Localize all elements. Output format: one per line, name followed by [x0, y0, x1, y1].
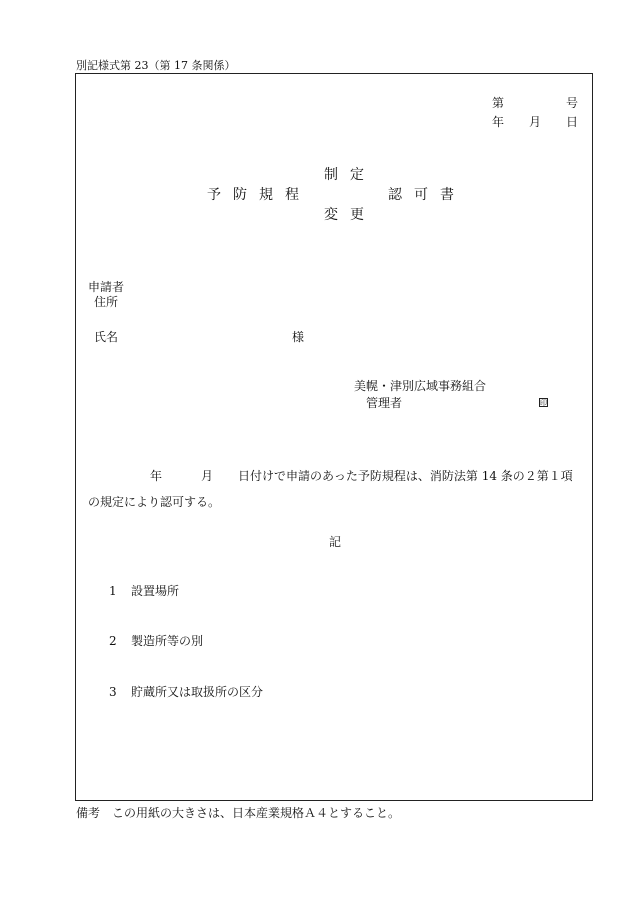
number-prefix: 第 — [492, 96, 505, 110]
item-number: 2 — [109, 634, 117, 648]
form-reference: 別記様式第 23（第 17 条関係） — [76, 59, 236, 72]
title-amend: 変更 — [324, 207, 376, 223]
title-tail: 認可書 — [388, 187, 466, 203]
date-month: 月 — [529, 115, 542, 129]
footnote: 備考 この用紙の大きさは、日本産業規格Ａ４とすること。 — [76, 806, 401, 820]
name-label: 氏名 — [94, 330, 119, 344]
record-heading: 記 — [329, 535, 342, 549]
body-line2: の規定により認可する。 — [88, 495, 221, 509]
number-suffix: 号 — [566, 96, 579, 110]
body-month: 月 — [201, 469, 214, 483]
issuer-title: 管理者 — [366, 396, 403, 410]
title-main: 予防規程 — [207, 187, 311, 203]
title-enact: 制定 — [324, 167, 376, 183]
honorific: 様 — [292, 330, 305, 344]
body-line1: 日付けで申請のあった予防規程は、消防法第 14 条の２第１項 — [238, 469, 573, 483]
item-label: 製造所等の別 — [131, 634, 204, 648]
item-label: 設置場所 — [131, 584, 180, 598]
applicant-label: 申請者 — [88, 280, 125, 294]
seal-mark: 印 — [540, 399, 547, 407]
issuer-org: 美幌・津別広域事務組合 — [354, 379, 487, 393]
address-label: 住所 — [94, 295, 119, 309]
item-number: 3 — [109, 685, 117, 699]
date-year: 年 — [492, 115, 505, 129]
item-label: 貯蔵所又は取扱所の区分 — [131, 685, 264, 699]
body-year: 年 — [150, 469, 163, 483]
date-day: 日 — [566, 115, 579, 129]
item-number: 1 — [109, 584, 117, 598]
